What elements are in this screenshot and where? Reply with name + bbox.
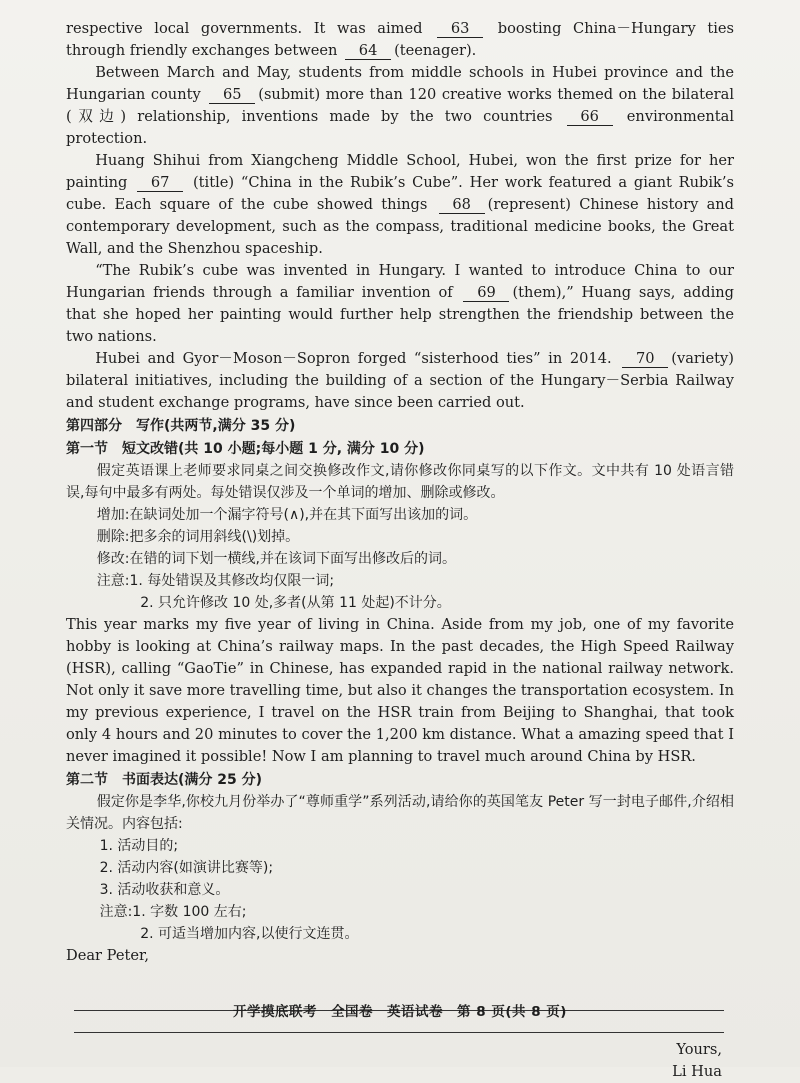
text: (teenager). (394, 42, 477, 59)
content-item-2: 2. 活动内容(如演讲比赛等); (99, 860, 274, 876)
text: Hubei and Gyor－Moson－Sopron forged “sisterhood ties” in 2014. (95, 350, 612, 367)
text: (title) “China in the Rubik’s Cube”. Her work featured a giant Rubik’s cube. Each square of the cube showed things (66, 174, 734, 213)
note-1: 注意:1. 每处错误及其修改均仅限一词; (96, 573, 335, 589)
blank-64: 64 (345, 43, 391, 60)
blank-63: 63 (437, 21, 483, 38)
section2-intro: 假定你是李华,你校九月份举办了“尊师重学”系列活动,请给你的英国笔友 Peter 写一封电子邮件,介绍相关情况。内容包括: (66, 794, 734, 832)
content-item-1: 1. 活动目的; (99, 838, 179, 854)
text: (represent) Chinese history and contemporary development, such as the compass, traditional medicine books, the Great Wall, and the Shenzhou spaceship. (66, 196, 735, 257)
blank-69: 69 (463, 285, 509, 302)
text: (variety) bilateral initiatives, including the building of a section of the Hungary－Serbia Railway and student exchange programs, have since been carried out. (66, 350, 734, 411)
error-correction-essay: This year marks my five year of living in China. Aside from my job, one of my favorite hobby is looking at China’s railway maps. In the past decades, the High Speed Railway (HSR), calling “GaoTie” in Chinese, has expanded rapid in the national railway network. Not only it save more travelling time, but also it changes the transportation ecosystem. In my previous experience, I travel on the HSR train from Beijing to Shanghai, that took only 4 hours and 20 minutes to cover the 1,200 km distance. What a amazing speed that I never imagined it possible! Now I am planning to travel much around China by HSR. (66, 616, 734, 765)
letter-signature: Li Hua (672, 1063, 722, 1080)
text: “The Rubik’s cube was invented in Hungary. I wanted to introduce China to our Hungarian friends through a familiar invention of (66, 262, 734, 301)
blank-65: 65 (209, 87, 255, 104)
letter-greeting: Dear Peter, (66, 947, 149, 964)
letter-closing: Yours, (676, 1041, 722, 1058)
passage-paragraph-1 (66, 18, 734, 62)
passage-paragraph-5 (66, 348, 734, 414)
blank-70: 70 (622, 351, 668, 368)
text: boosting China－Hungary ties through friendly exchanges between (66, 20, 735, 59)
passage-paragraph-2 (66, 62, 734, 150)
text: (them),” Huang says, adding that she hoped her painting would further help strengthen the friendship between the two nations. (66, 284, 734, 345)
part4-title: 第四部分 写作(共两节,满分 35 分) (66, 418, 296, 434)
section1-intro: 假定英语课上老师要求同桌之间交换修改作文,请你修改你同桌写的以下作文。文中共有 10 处语言错误,每句中最多有两处。每处错误仅涉及一个单词的增加、删除或修改。 (66, 463, 734, 501)
rule-add: 增加:在缺词处加一个漏字符号(∧),并在其下面写出该加的词。 (96, 507, 478, 523)
blank-66: 66 (567, 109, 613, 126)
blank-68: 68 (439, 197, 485, 214)
page-content (66, 18, 734, 1083)
page-footer: 开学摸底联考 全国卷 英语试卷 第 8 页(共 8 页) (233, 1004, 567, 1020)
rule-modify: 修改:在错的词下划一横线,并在该词下面写出修改后的词。 (96, 551, 456, 567)
section2-title: 第二节 书面表达(满分 25 分) (66, 772, 263, 788)
passage-paragraph-4 (66, 260, 734, 348)
text: (submit) more than 120 creative works themed on the bilateral (双边) relationship, inventions made by the two countries (66, 86, 734, 125)
section1-title: 第一节 短文改错(共 10 小题;每小题 1 分, 满分 10 分) (66, 441, 425, 457)
passage-paragraph-3 (66, 150, 734, 260)
text: respective local governments. It was aimed (66, 20, 423, 37)
writing-note-1: 注意:1. 字数 100 左右; (99, 904, 247, 920)
blank-67: 67 (137, 175, 183, 192)
writing-note-2: 2. 可适当增加内容,以使行文连贯。 (140, 926, 359, 942)
text: environmental protection. (66, 108, 735, 147)
content-item-3: 3. 活动收获和意义。 (99, 882, 230, 898)
rule-delete: 删除:把多余的词用斜线(\)划掉。 (96, 529, 300, 545)
note-2: 2. 只允许修改 10 处,多者(从第 11 处起)不计分。 (140, 595, 451, 611)
text: Between March and May, students from middle schools in Hubei province and the Hungarian county (66, 64, 734, 103)
text: Huang Shihui from Xiangcheng Middle School, Hubei, won the first prize for her painting (66, 152, 734, 191)
